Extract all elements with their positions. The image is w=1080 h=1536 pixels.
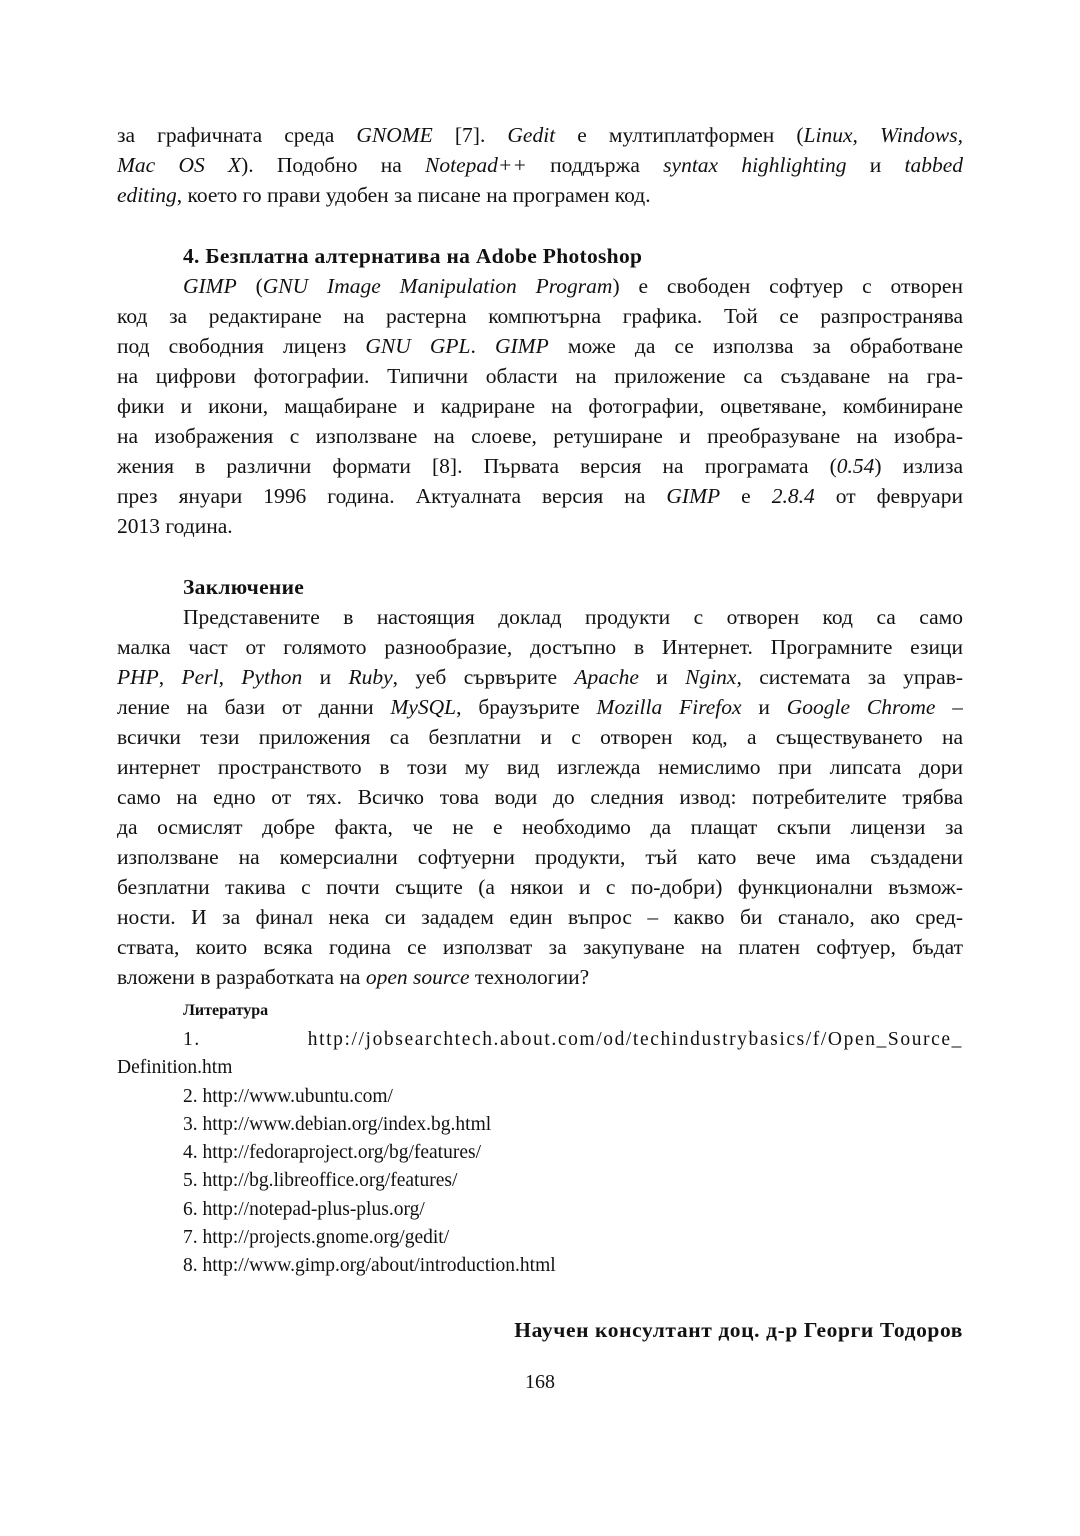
text-run: , системата за управ- (736, 665, 963, 689)
body-text (117, 120, 963, 992)
italic-term: Mozilla Firefox (596, 695, 742, 719)
text-line (117, 962, 963, 992)
text-run: и (302, 665, 349, 689)
text-run: жения в различни формати [8]. Първата версия на програмата ( (117, 454, 837, 478)
text-run: под свободния лиценз (117, 334, 366, 358)
italic-term: Linux, Windows, (803, 123, 963, 147)
text-line (117, 391, 963, 421)
text-line (117, 872, 963, 902)
text-run: , уеб сървърите (392, 665, 575, 689)
text-run: е мултиплатформен ( (555, 123, 804, 147)
text-run: и (741, 695, 787, 719)
text-run: , (158, 665, 182, 689)
text-run: 2013 година. (117, 514, 233, 538)
paragraph (117, 120, 963, 210)
reference-item: 3. http://www.debian.org/index.bg.html (183, 1113, 492, 1135)
text-line (117, 451, 963, 481)
reference-item: 2. http://www.ubuntu.com/ (183, 1085, 393, 1107)
spacer (117, 541, 963, 572)
italic-term: GIMP (666, 484, 721, 508)
text-run: от февруари (814, 484, 963, 508)
italic-term: open source (365, 965, 470, 989)
text-line (117, 511, 963, 541)
reference-item: Definition.htm (117, 1057, 233, 1079)
text-run: , браузърите (456, 695, 597, 719)
text-line (117, 812, 963, 842)
text-line (117, 331, 963, 361)
italic-term: Perl (181, 665, 219, 689)
italic-term: syntax highlighting (663, 153, 847, 177)
italic-term: Notepad++ (425, 153, 527, 177)
text-line (117, 481, 963, 511)
text-run: ). Подобно на (241, 153, 425, 177)
text-line (117, 150, 963, 180)
spacer (117, 210, 963, 241)
italic-term: editing (117, 183, 177, 207)
italic-term: GNU GPL (365, 334, 471, 358)
text-run: само на едно от тях. Всичко това води до следния извод: потребителите трябва (117, 785, 963, 809)
text-run: технологии? (469, 965, 590, 989)
italic-term: 0.54 (836, 454, 875, 478)
text-line (117, 301, 963, 331)
text-run: ствата, които всяка година се използват за закупуване на платен софтуер, бъдат (117, 935, 963, 959)
italic-term: GIMP (183, 274, 237, 298)
text-line (117, 421, 963, 451)
page-number: 168 (525, 1370, 555, 1393)
italic-term: Mac OS X (117, 153, 242, 177)
reference-item: 4. http://fedoraproject.org/bg/features/ (183, 1142, 482, 1164)
italic-term: Google Chrome (786, 695, 936, 719)
section-heading: Заключение (183, 575, 305, 599)
text-line (117, 662, 963, 692)
text-run: Представените в настоящия доклад продукти с отворен код са само (183, 605, 963, 629)
text-run: ( (236, 274, 263, 298)
text-run: за графичната среда (117, 123, 357, 147)
italic-term: 2.8.4 (771, 484, 815, 508)
italic-term: Apache (574, 665, 639, 689)
text-run: , което го прави удобен за писане на програмен код. (176, 183, 651, 207)
text-line (117, 932, 963, 962)
text-run: е (720, 484, 772, 508)
text-run: безплатни такива с почти същите (а някои и с по-добри) функционални възмож- (117, 875, 963, 899)
references-list (117, 1026, 963, 1281)
text-run: код за редактиране на растерна компютърна графика. Той се разпространява (117, 304, 963, 328)
text-run: и (638, 665, 686, 689)
italic-term: MySQL (390, 695, 457, 719)
text-line (117, 120, 963, 150)
text-run: ление на бази от данни (117, 695, 391, 719)
reference-item: 7. http://projects.gnome.org/gedit/ (183, 1227, 450, 1249)
text-run: ности. И за финал нека си зададем един въпрос – какво би станало, ако сред- (117, 905, 963, 929)
text-run: – (935, 695, 963, 719)
text-run: ) излиза (874, 454, 963, 478)
text-run: вложени в разработката на (117, 965, 366, 989)
text-run: използване на комерсиални софтуерни продукти, тъй като вече има създадени (117, 845, 963, 869)
reference-item: 1. http://jobsearchtech.about.com/od/techindustrybasics/f/Open_Source_ (183, 1029, 963, 1050)
text-line (117, 602, 963, 632)
text-run: . (470, 334, 495, 358)
text-run: , (218, 665, 242, 689)
text-line (117, 782, 963, 812)
text-line (117, 632, 963, 662)
references-heading: Литература (183, 1002, 269, 1019)
paragraph (117, 602, 963, 992)
scientific-advisor-signature: Научен консултант доц. д-р Георги Тодоров (514, 1317, 963, 1342)
text-run: интернет пространството в този му вид изглежда немислимо при липсата дори (117, 755, 963, 779)
text-line (117, 180, 963, 210)
italic-term: Gedit (507, 123, 556, 147)
text-line (117, 752, 963, 782)
text-run: да осмислят добре факта, че не е необходимо да плащат скъпи лицензи за (117, 815, 963, 839)
italic-term: tabbed (904, 153, 963, 177)
reference-item: 8. http://www.gimp.org/about/introduction.html (183, 1255, 556, 1277)
italic-term: Ruby (348, 665, 393, 689)
reference-item: 5. http://bg.libreoffice.org/features/ (183, 1170, 458, 1192)
text-run: малка част от голямото разнообразие, достъпно в Интернет. Програмните езици (117, 635, 963, 659)
text-run: всички тези приложения са безплатни и с отворен код, а съществуването на (117, 725, 963, 749)
paragraph (117, 271, 963, 541)
italic-term: Nginx (685, 665, 737, 689)
text-run: на цифрови фотографии. Типични области на приложение са създаване на гра- (117, 364, 963, 388)
italic-term: GNOME (356, 123, 433, 147)
text-line (117, 902, 963, 932)
reference-item: 6. http://notepad-plus-plus.org/ (183, 1198, 425, 1220)
document-page (117, 120, 963, 1397)
text-run: през януари 1996 година. Актуалната версия на (117, 484, 667, 508)
text-run: поддържа (526, 153, 664, 177)
section-heading: 4. Безплатна алтернатива на Adobe Photoshop (183, 244, 643, 268)
text-run: на изображения с използване на слоеве, ретуширане и преобразуване на изобра- (117, 424, 963, 448)
text-run: ) е свободен софтуер с отворен (612, 274, 963, 298)
text-run: може да се използва за обработване (548, 334, 963, 358)
italic-term: GNU Image Manipulation Program (262, 274, 613, 298)
text-line (117, 722, 963, 752)
italic-term: Python (241, 665, 303, 689)
italic-term: PHP (117, 665, 159, 689)
text-line (117, 361, 963, 391)
italic-term: GIMP (495, 334, 549, 358)
text-line (117, 842, 963, 872)
text-run: [7]. (432, 123, 508, 147)
text-line (117, 692, 963, 722)
text-run: и (846, 153, 905, 177)
text-run: фики и икони, мащабиране и кадриране на фотографии, оцветяване, комбиниране (117, 394, 963, 418)
text-line (117, 271, 963, 301)
